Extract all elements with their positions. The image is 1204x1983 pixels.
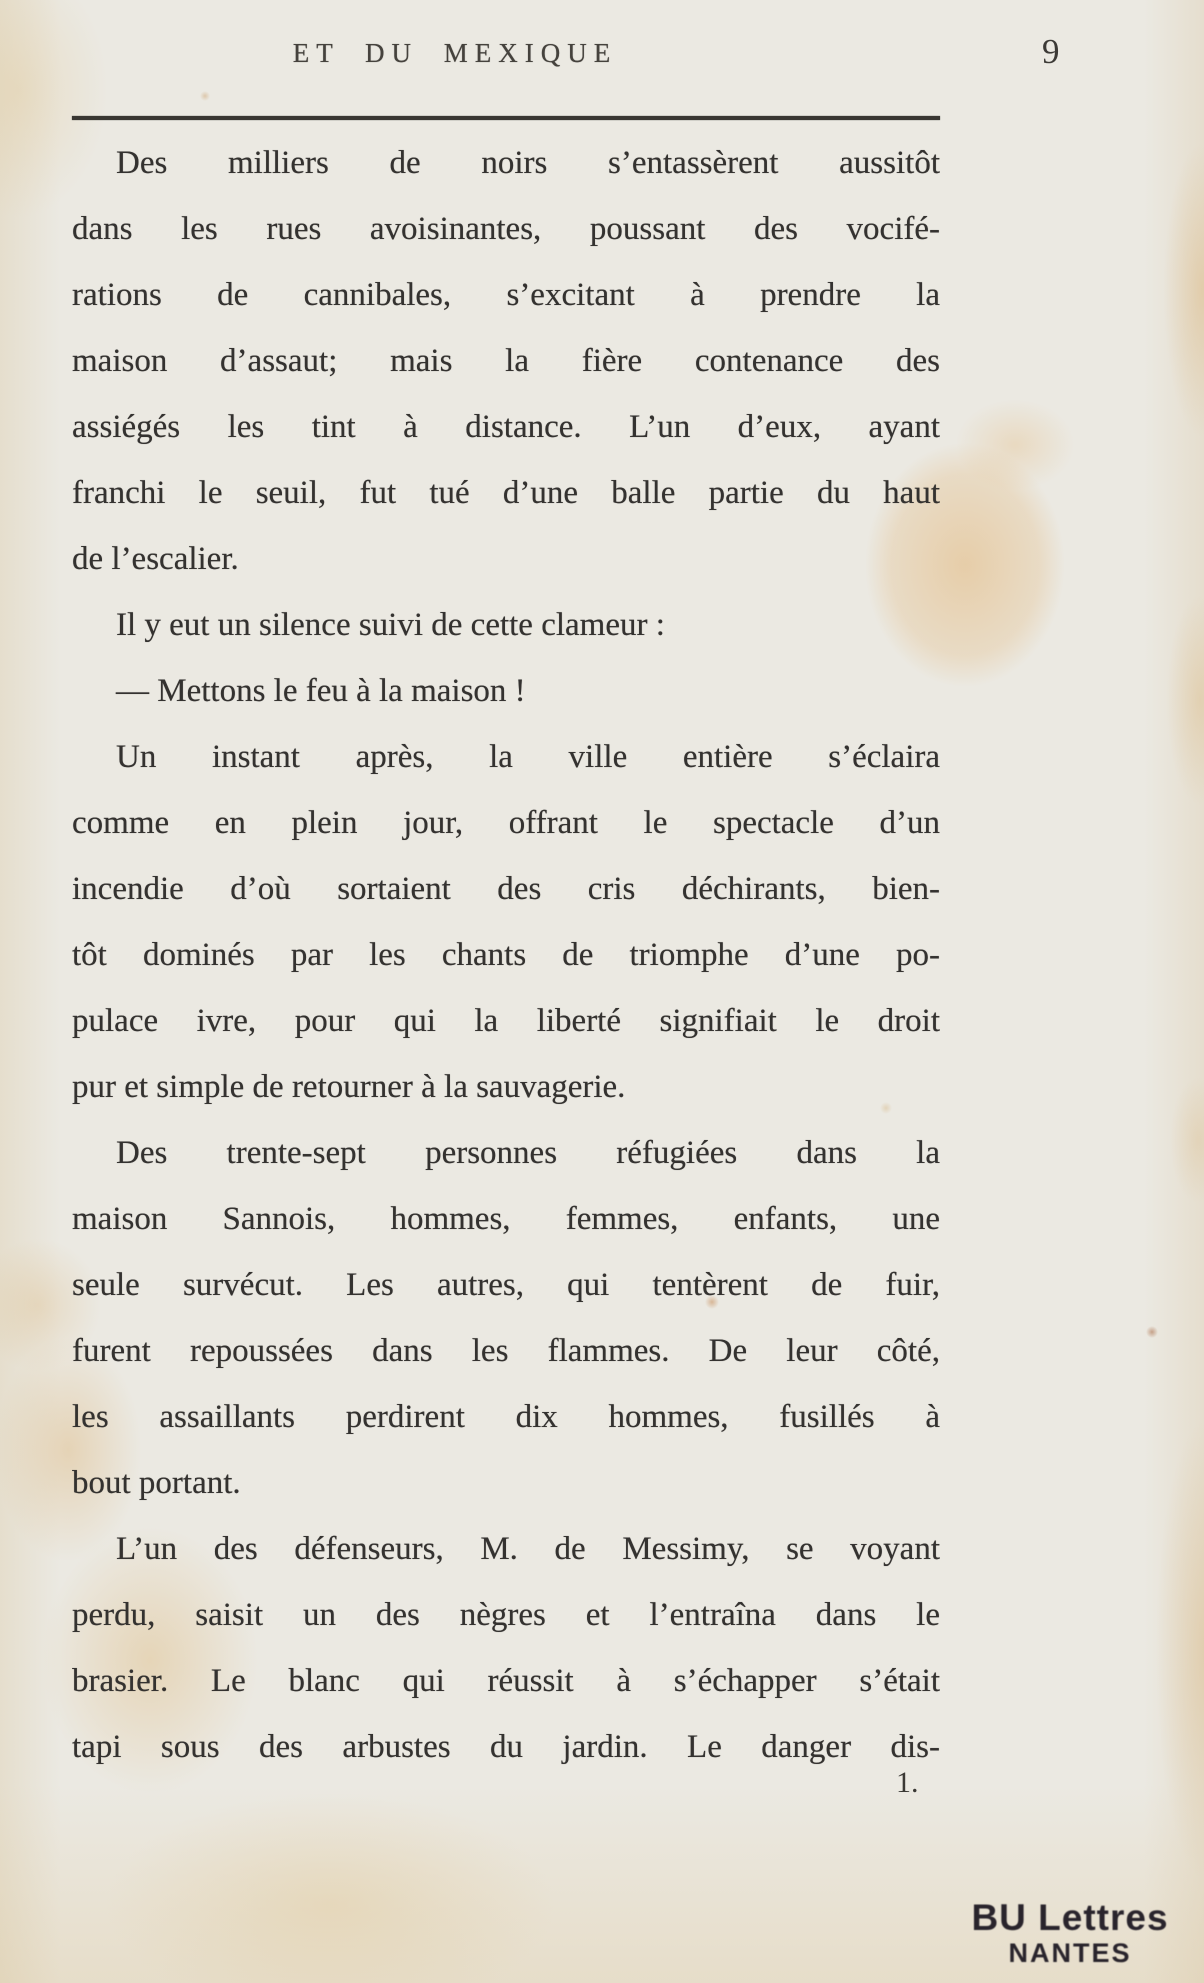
text-line: Il y eut un silence suivi de cette clameur : xyxy=(116,607,665,643)
text-line: de l’escalier. xyxy=(72,541,239,577)
signature-mark: 1. xyxy=(896,1766,919,1799)
text-line: L’un des défenseurs, M. de Messimy, se voyant xyxy=(116,1531,940,1567)
page-number: 9 xyxy=(1042,32,1060,71)
body-text xyxy=(72,130,940,1780)
text-line: tapi sous des arbustes du jardin. Le danger dis- xyxy=(72,1729,940,1765)
text-line: maison d’assaut; mais la fière contenance des xyxy=(72,343,940,379)
stamp-line-1: BU Lettres xyxy=(971,1897,1169,1938)
stamp-line-2: NANTES xyxy=(1008,1938,1132,1968)
text-line: incendie d’où sortaient des cris déchirants, bien- xyxy=(72,871,940,907)
text-line: dans les rues avoisinantes, poussant des vocifé- xyxy=(72,211,940,247)
text-line: pulace ivre, pour qui la liberté signifiait le droit xyxy=(72,1003,940,1039)
text-line: furent repoussées dans les flammes. De leur côté, xyxy=(72,1333,940,1369)
text-line: les assaillants perdirent dix hommes, fusillés à xyxy=(72,1399,940,1435)
text-line: franchi le seuil, fut tué d’une balle partie du haut xyxy=(72,475,940,511)
text-line: brasier. Le blanc qui réussit à s’échapper s’était xyxy=(72,1663,940,1699)
text-line: rations de cannibales, s’excitant à prendre la xyxy=(72,277,940,313)
text-line: tôt dominés par les chants de triomphe d’une po- xyxy=(72,937,940,973)
text-line: Des trente-sept personnes réfugiées dans la xyxy=(116,1135,940,1171)
text-line: Un instant après, la ville entière s’éclaira xyxy=(116,739,940,775)
header-rule xyxy=(72,116,940,120)
text-line: — Mettons le feu à la maison ! xyxy=(116,673,526,709)
text-line: bout portant. xyxy=(72,1465,241,1501)
text-line: seule survécut. Les autres, qui tentèrent de fuir, xyxy=(72,1267,940,1303)
text-line: Des milliers de noirs s’entassèrent aussitôt xyxy=(116,145,940,181)
text-line: perdu, saisit un des nègres et l’entraîna dans le xyxy=(72,1597,940,1633)
text-line: assiégés les tint à distance. L’un d’eux, ayant xyxy=(72,409,940,445)
text-line: comme en plein jour, offrant le spectacle d’un xyxy=(72,805,940,841)
library-stamp xyxy=(960,1898,1180,1968)
running-header-title: ET DU MEXIQUE xyxy=(292,38,618,68)
text-line: maison Sannois, hommes, femmes, enfants, une xyxy=(72,1201,940,1237)
text-line: pur et simple de retourner à la sauvagerie. xyxy=(72,1069,626,1105)
